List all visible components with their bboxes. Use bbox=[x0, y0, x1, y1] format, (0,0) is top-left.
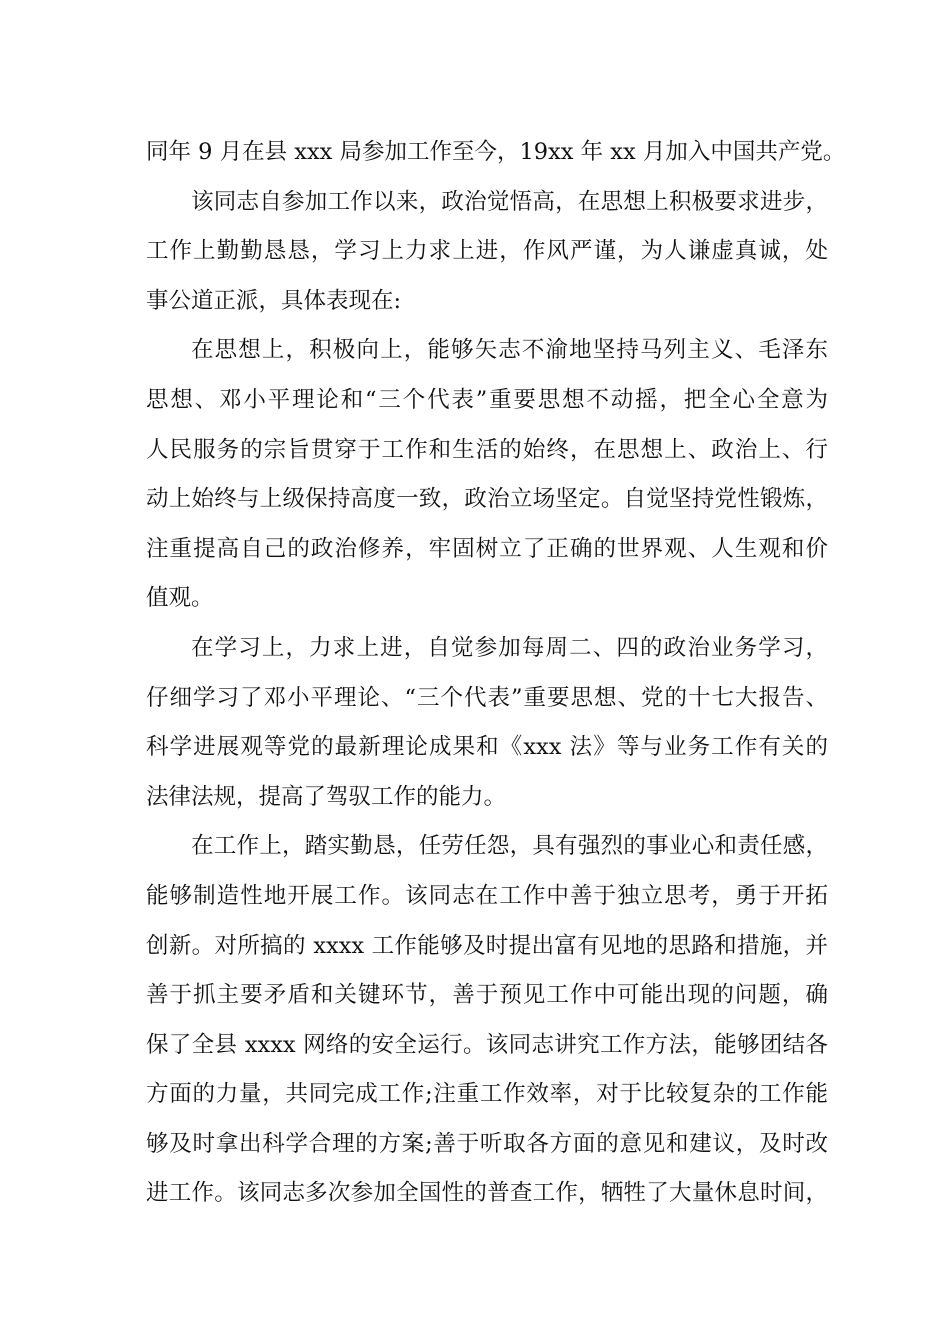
text-line: 方面的力量，共同完成工作;注重工作效率，对于比较复杂的工作能 bbox=[146, 1081, 828, 1108]
text-line: 善于抓主要矛盾和关键环节，善于预见工作中可能出现的问题，确 bbox=[146, 982, 828, 1009]
text-line: 够及时拿出科学合理的方案;善于听取各方面的意见和建议，及时改 bbox=[146, 1130, 828, 1157]
text-line: 仔细学习了邓小平理论、“三个代表”重要思想、党的十七大报告、 bbox=[146, 684, 828, 711]
paragraph-first-line: 在学习上，力求上进，自觉参加每周二、四的政治业务学习， bbox=[191, 634, 828, 661]
text-line: 保了全县 xxxx 网络的安全运行。该同志讲究工作方法，能够团结各 bbox=[146, 1031, 828, 1058]
text-line: 能够制造性地开展工作。该同志在工作中善于独立思考，勇于开拓 bbox=[146, 882, 828, 909]
text-line: 事公道正派，具体表现在: bbox=[146, 287, 402, 314]
text-line: 注重提高自己的政治修养，牢固树立了正确的世界观、人生观和价 bbox=[146, 535, 828, 562]
text-line: 思想、邓小平理论和“三个代表”重要思想不动摇，把全心全意为 bbox=[146, 386, 828, 413]
text-line: 进工作。该同志多次参加全国性的普查工作，牺牲了大量休息时间， bbox=[146, 1180, 828, 1207]
paragraph-first-line: 在工作上，踏实勤恳，任劳任怨，具有强烈的事业心和责任感， bbox=[191, 833, 828, 860]
paragraph-first-line: 在思想上，积极向上，能够矢志不渝地坚持马列主义、毛泽东 bbox=[191, 337, 828, 364]
document-body bbox=[146, 128, 846, 1219]
text-line: 动上始终与上级保持高度一致，政治立场坚定。自觉坚持党性锻炼， bbox=[146, 486, 828, 513]
text-line: 科学进展观等党的最新理论成果和《xxx 法》等与业务工作有关的 bbox=[146, 734, 828, 761]
text-line: 创新。对所搞的 xxxx 工作能够及时提出富有见地的思路和措施，并 bbox=[146, 932, 828, 959]
text-line: 工作上勤勤恳恳，学习上力求上进，作风严谨，为人谦虚真诚，处 bbox=[146, 238, 828, 265]
paragraph-first-line: 该同志自参加工作以来，政治觉悟高，在思想上积极要求进步， bbox=[191, 188, 828, 215]
text-line: 人民服务的宗旨贯穿于工作和生活的始终，在思想上、政治上、行 bbox=[146, 436, 828, 463]
text-line: 法律法规，提高了驾驭工作的能力。 bbox=[146, 783, 507, 810]
text-line: 同年 9 月在县 xxx 局参加工作至今，19xx 年 xx 月加入中国共产党。 bbox=[146, 139, 846, 165]
text-line: 值观。 bbox=[146, 585, 214, 612]
